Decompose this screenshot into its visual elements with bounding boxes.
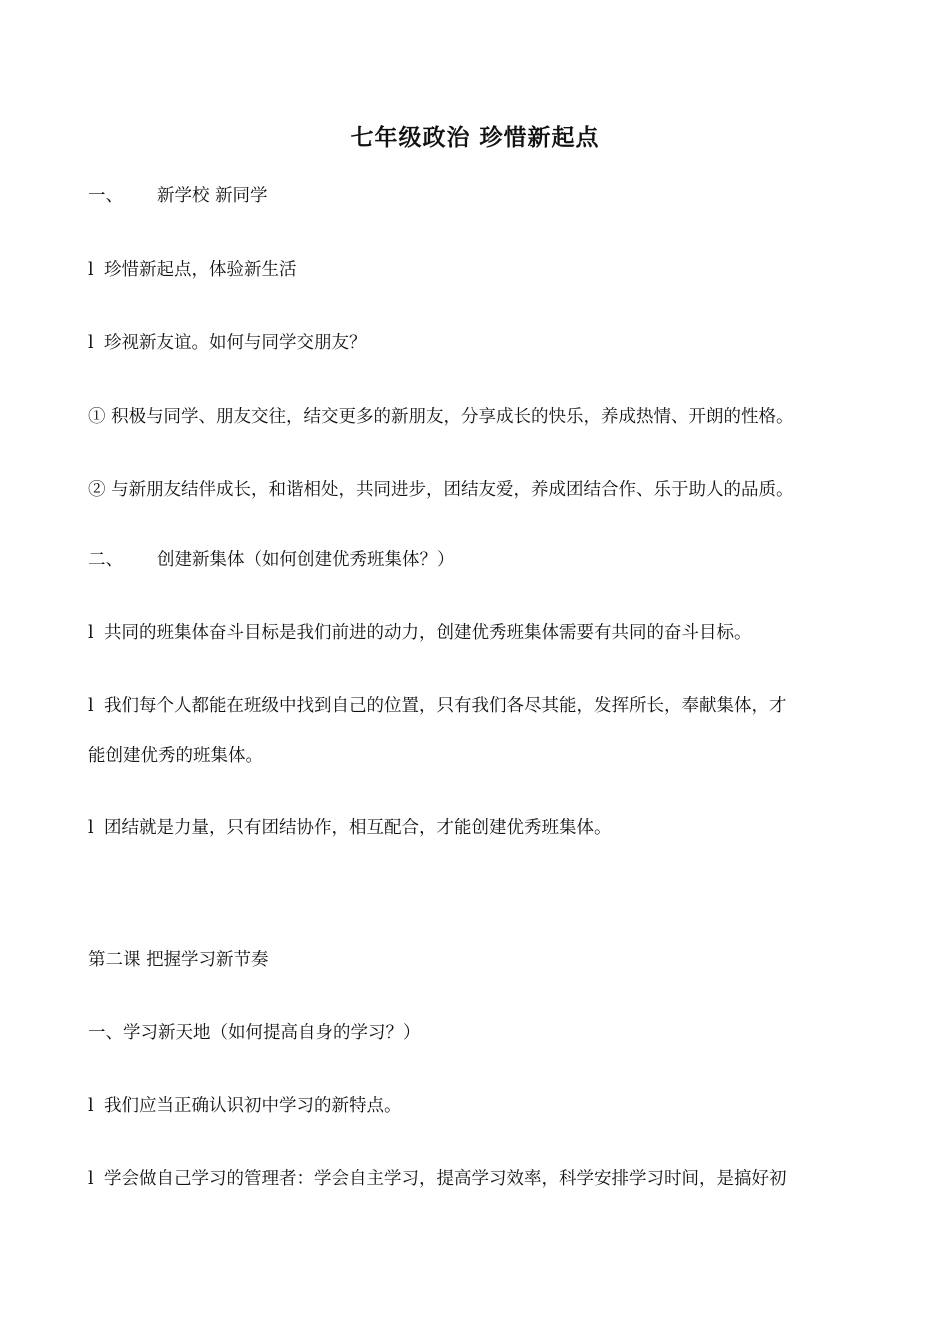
bullet-text: 珍惜新起点，体验新生活 [104,260,297,280]
numbered-point: ② 与新朋友结伴成长，和谐相处，共同进步，团结友爱，养成团结合作、乐于助人的品质。 [88,480,794,500]
bullet-marker: l [88,696,94,716]
section-heading-2 [88,547,868,573]
bullet-text: 共同的班集体奋斗目标是我们前进的动力，创建优秀班集体需要有共同的奋斗目标。 [104,623,752,643]
bullet-text: 我们应当正确认识初中学习的新特点。 [104,1096,402,1116]
bullet-item [88,257,868,283]
section-heading-text: 创建新集体（如何创建优秀班集体？） [157,550,455,570]
section-heading-1 [88,183,868,209]
bullet-marker: l [88,1169,94,1189]
bullet-continuation: 能创建优秀的班集体。 [88,746,263,766]
bullet-item [88,815,868,841]
lesson-heading: 第二课 把握学习新节奏 [88,950,269,970]
section-number: 一、 [88,186,123,206]
bullet-marker: l [88,1096,94,1116]
bullet-marker: l [88,623,94,643]
lesson-section-heading: 一、学习新天地（如何提高自身的学习？） [88,1023,421,1043]
bullet-item [88,330,868,356]
bullet-text: 团结就是力量，只有团结协作，相互配合，才能创建优秀班集体。 [104,818,612,838]
bullet-item [88,1166,868,1192]
bullet-text: 我们每个人都能在班级中找到自己的位置，只有我们各尽其能，发挥所长，奉献集体，才 [104,696,787,716]
numbered-point: ① 积极与同学、朋友交往，结交更多的新朋友，分享成长的快乐，养成热情、开朗的性格。 [88,407,794,427]
bullet-marker: l [88,333,94,353]
bullet-marker: l [88,260,94,280]
section-heading-text: 新学校 新同学 [157,186,268,206]
bullet-item [88,620,868,646]
document-title: 七年级政治 珍惜新起点 [350,124,600,151]
bullet-marker: l [88,818,94,838]
bullet-text: 学会做自己学习的管理者：学会自主学习，提高学习效率，科学安排学习时间，是搞好初 [104,1169,787,1189]
bullet-item [88,693,868,719]
bullet-item [88,1093,868,1119]
bullet-text: 珍视新友谊。如何与同学交朋友？ [104,333,367,353]
section-number: 二、 [88,550,123,570]
